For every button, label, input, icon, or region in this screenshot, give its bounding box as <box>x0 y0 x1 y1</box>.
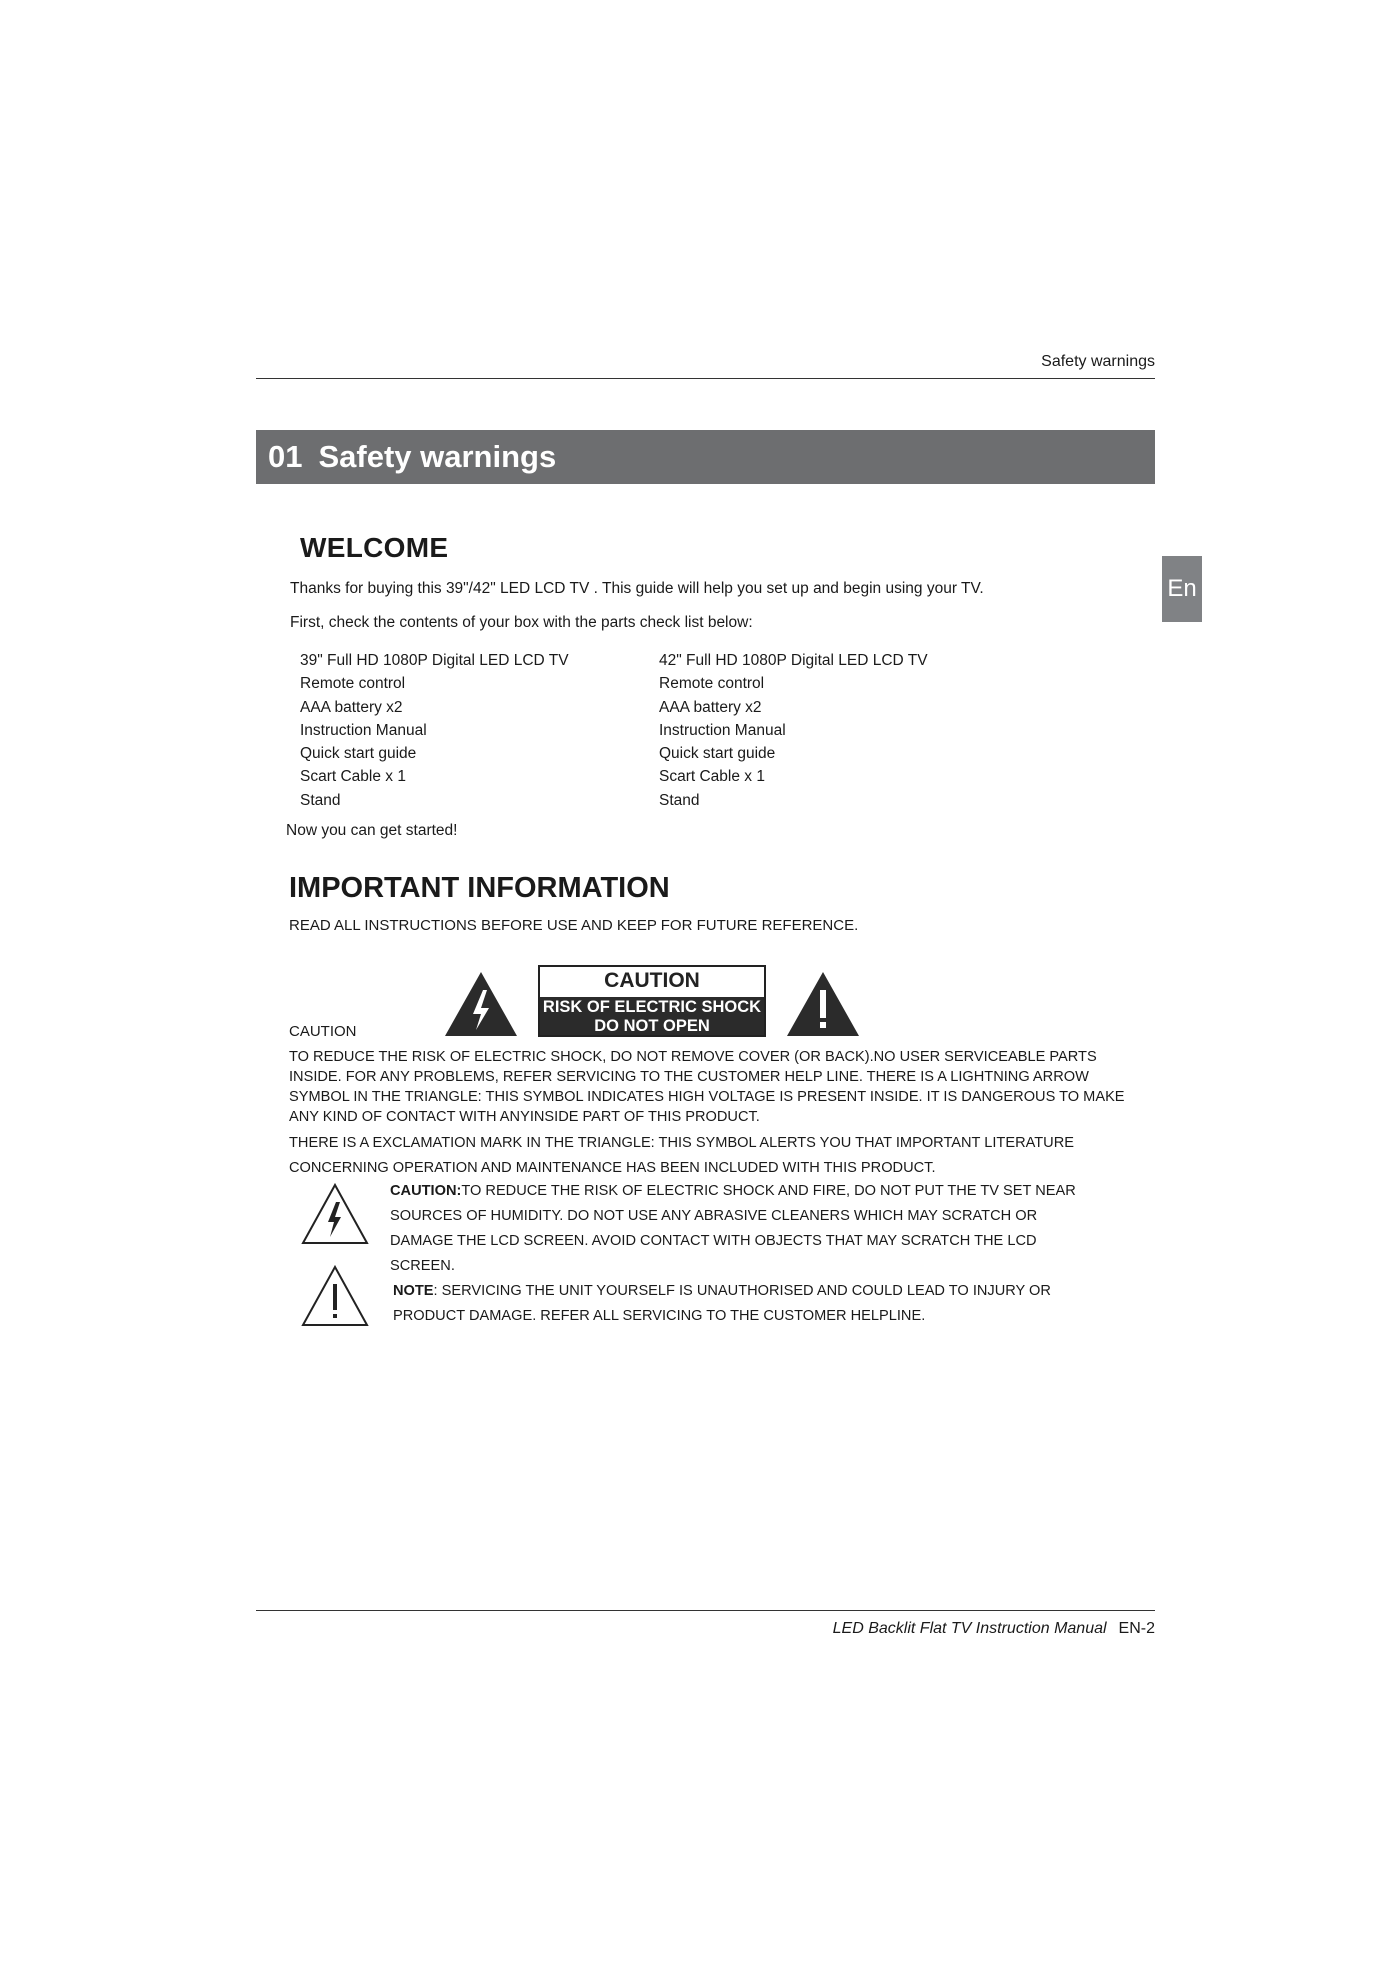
caution-box-title: CAUTION <box>604 969 700 992</box>
section-title: Safety warnings <box>318 439 557 474</box>
caution-box-line1: RISK OF ELECTRIC SHOCK <box>542 998 762 1016</box>
list-item: 42" Full HD 1080P Digital LED LCD TV <box>659 652 928 669</box>
literature-alert-paragraph: THERE IS A EXCLAMATION MARK IN THE TRIANGLE: THIS SYMBOL ALERTS YOU THAT IMPORTANT LITERATURE CONCERNING OPERATION AND MAINTENANCE HAS BEEN INCLUDED WITH THIS PRODUCT. <box>289 1135 1074 1176</box>
lightning-warning-icon <box>443 970 519 1038</box>
list-item: Quick start guide <box>300 745 417 763</box>
list-item: Instruction Manual <box>300 721 427 739</box>
shock-warning-paragraph: TO REDUCE THE RISK OF ELECTRIC SHOCK, DO NOT REMOVE COVER (OR BACK).NO USER SERVICEABLE PARTS INSIDE. FOR ANY PROBLEMS, REFER SERVICING TO THE CUSTOMER HELP LINE. THERE IS A LIGHTNING ARROW SYMBOL IN THE TRIANGLE: THIS SYMBOL INDICATES HIGH VOLTAGE IS PRESENT INSIDE. IT IS DANGEROUS TO MAKE ANY KIND OF CONTACT WITH ANYINSIDE PART OF THIS PRODUCT. <box>289 1049 1125 1125</box>
lightning-outline-icon <box>300 1182 370 1246</box>
list-item: Instruction Manual <box>659 721 786 739</box>
caution-box-line2: DO NOT OPEN <box>594 1017 710 1035</box>
footer-rule <box>256 1610 1155 1611</box>
list-item: Stand <box>659 791 700 809</box>
parts-list-39 <box>300 649 569 812</box>
manual-title: LED Backlit Flat TV Instruction Manual <box>832 1620 1107 1637</box>
list-item: Stand <box>300 791 341 809</box>
list-item: Remote control <box>300 675 406 693</box>
exclamation-outline-icon <box>300 1264 370 1328</box>
section-number: 01 <box>268 439 303 474</box>
note-label: NOTE <box>393 1283 434 1299</box>
header-rule <box>256 378 1155 379</box>
service-note <box>393 1279 1113 1329</box>
list-item: AAA battery x2 <box>300 698 403 716</box>
caution-note-label: CAUTION: <box>390 1183 462 1199</box>
language-tab[interactable]: En <box>1162 556 1202 622</box>
welcome-heading: WELCOME <box>300 532 449 563</box>
list-item: 39" Full HD 1080P Digital LED LCD TV <box>300 652 569 669</box>
list-item: Scart Cable x 1 <box>300 768 406 786</box>
caution-label: CAUTION <box>289 1023 357 1040</box>
list-item: Remote control <box>659 675 765 693</box>
running-header: Safety warnings <box>1041 353 1155 370</box>
read-all-notice: READ ALL INSTRUCTIONS BEFORE USE AND KEEP FOR FUTURE REFERENCE. <box>289 917 859 934</box>
section-title-bar <box>256 430 1155 484</box>
list-item: Quick start guide <box>659 745 776 763</box>
check-list-intro: First, check the contents of your box with the parts check list below: <box>290 614 753 631</box>
footer <box>700 1620 1155 1638</box>
parts-list-42 <box>659 649 928 812</box>
caution-note <box>390 1179 1090 1279</box>
list-item: AAA battery x2 <box>659 698 762 716</box>
exclamation-warning-icon <box>785 970 861 1038</box>
note-text: : SERVICING THE UNIT YOURSELF IS UNAUTHORISED AND COULD LEAD TO INJURY OR PRODUCT DAMAGE. REFER ALL SERVICING TO THE CUSTOMER HELPLINE. <box>393 1283 1051 1324</box>
caution-note-text: TO REDUCE THE RISK OF ELECTRIC SHOCK AND FIRE, DO NOT PUT THE TV SET NEAR SOURCES OF HUMIDITY. DO NOT USE ANY ABRASIVE CLEANERS WHICH MAY SCRATCH OR DAMAGE THE LCD SCREEN. AVOID CONTACT WITH OBJECTS THAT MAY SCRATCH THE LCD SCREEN. <box>390 1183 1076 1274</box>
page-number: EN-2 <box>1118 1620 1155 1637</box>
get-started-text: Now you can get started! <box>286 822 458 839</box>
list-item: Scart Cable x 1 <box>659 768 765 786</box>
caution-box-body <box>540 997 764 1035</box>
important-heading: IMPORTANT INFORMATION <box>289 872 670 904</box>
caution-label-box <box>538 965 766 1037</box>
welcome-intro: Thanks for buying this 39"/42" LED LCD TV . This guide will help you set up and begin using your TV. <box>290 580 984 597</box>
